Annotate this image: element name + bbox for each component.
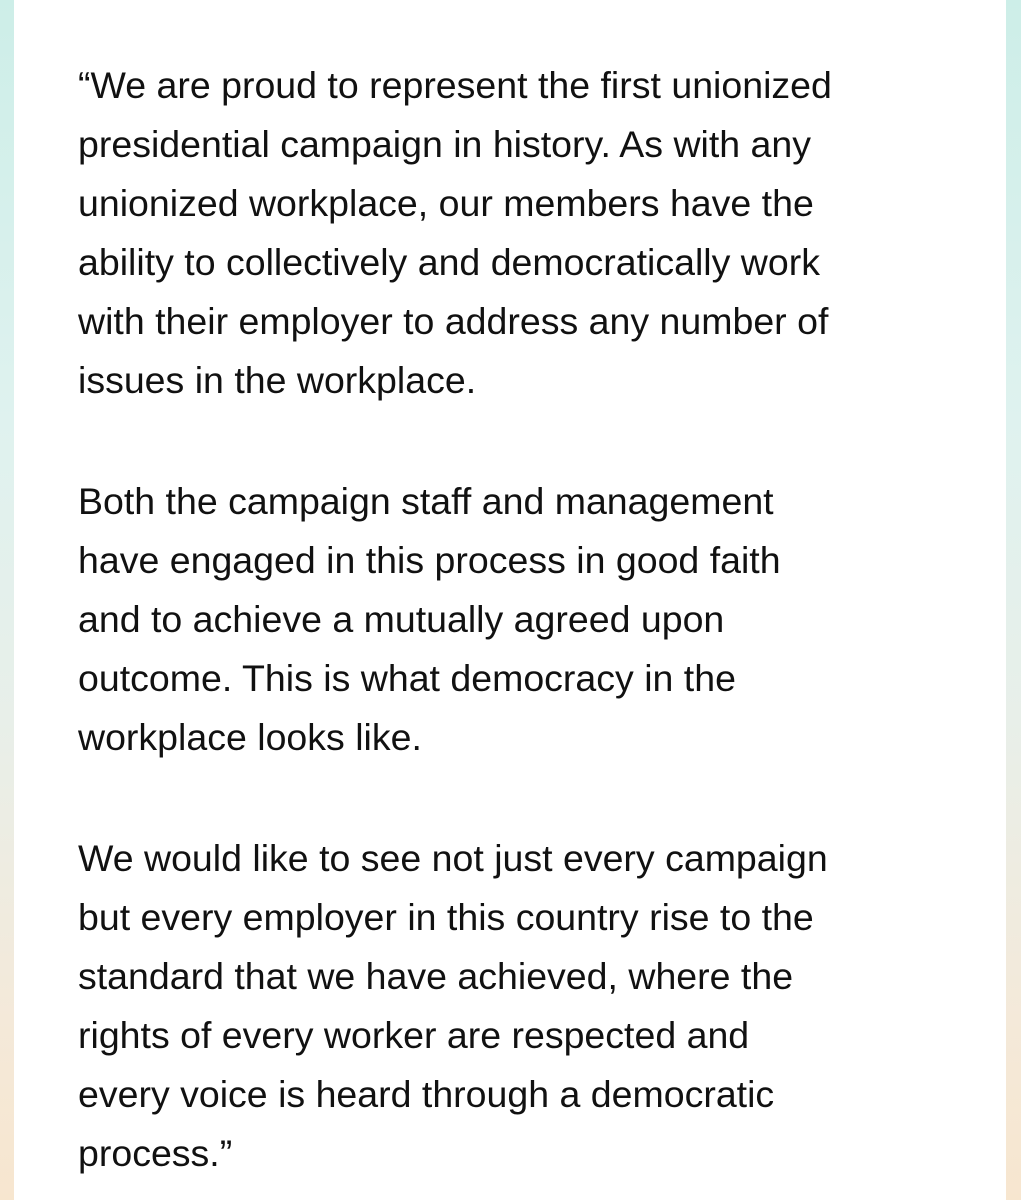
text-line: unionized workplace, our members have the <box>78 182 814 224</box>
text-line: but every employer in this country rise to the <box>78 896 814 938</box>
text-line: standard that we have achieved, where the <box>78 955 794 997</box>
paragraph-1 <box>78 56 978 410</box>
statement-text <box>78 56 978 1183</box>
text-line: rights of every worker are respected and <box>78 1014 750 1056</box>
text-line: and to achieve a mutually agreed upon <box>78 598 725 640</box>
document-page <box>14 0 1006 1200</box>
paragraph-3 <box>78 829 978 1183</box>
text-line: workplace looks like. <box>78 716 422 758</box>
text-line: outcome. This is what democracy in the <box>78 657 736 699</box>
text-line: issues in the workplace. <box>78 359 477 401</box>
paragraph-2 <box>78 472 978 767</box>
text-line: process.” <box>78 1132 233 1174</box>
text-line: have engaged in this process in good faith <box>78 539 781 581</box>
text-line: every voice is heard through a democratic <box>78 1073 775 1115</box>
text-line: We would like to see not just every campaign <box>78 837 828 879</box>
text-line: ability to collectively and democratically work <box>78 241 820 283</box>
text-line: Both the campaign staff and management <box>78 480 774 522</box>
text-line: presidential campaign in history. As with any <box>78 123 812 165</box>
text-line: “We are proud to represent the first unionized <box>78 64 832 106</box>
text-line: with their employer to address any number of <box>78 300 829 342</box>
